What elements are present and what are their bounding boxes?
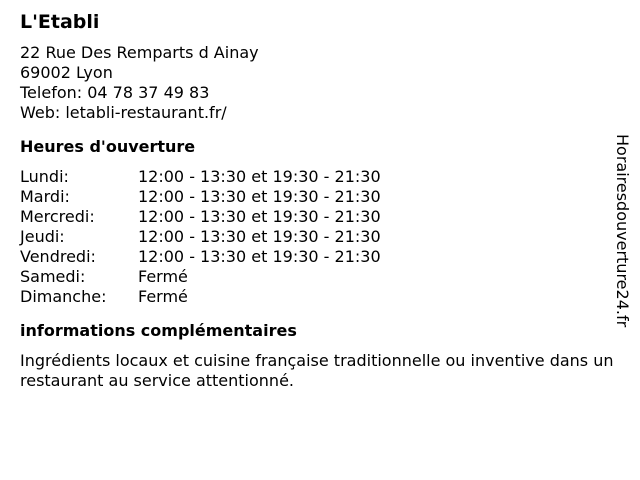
business-card — [20, 10, 616, 391]
day-hours: 12:00 - 13:30 et 19:30 - 21:30 — [138, 207, 381, 226]
day-label: Mardi: — [20, 187, 70, 206]
hours-heading: Heures d'ouverture — [20, 137, 196, 156]
day-label: Vendredi: — [20, 247, 96, 266]
day-hours: 12:00 - 13:30 et 19:30 - 21:30 — [138, 167, 381, 186]
day-hours: 12:00 - 13:30 et 19:30 - 21:30 — [138, 187, 381, 206]
day-label: Samedi: — [20, 267, 86, 286]
hours-row-dimanche — [20, 287, 616, 307]
business-name: L'Etabli — [20, 11, 100, 33]
address-city: 69002 Lyon — [20, 63, 113, 82]
day-hours: Fermé — [138, 267, 188, 286]
address-street: 22 Rue Des Remparts d Ainay — [20, 43, 259, 62]
hours-row-mardi — [20, 187, 616, 207]
day-label: Jeudi: — [20, 227, 65, 246]
hours-table — [20, 167, 616, 307]
phone-line: Telefon: 04 78 37 49 83 — [20, 83, 210, 102]
day-hours: 12:00 - 13:30 et 19:30 - 21:30 — [138, 247, 381, 266]
day-hours: Fermé — [138, 287, 188, 306]
site-watermark: Horairesdouverture24.fr — [613, 134, 632, 328]
hours-row-mercredi — [20, 207, 616, 227]
info-description: Ingrédients locaux et cuisine française traditionnelle ou inventive dans un restaurant au service attentionné. — [20, 351, 614, 390]
day-label: Mercredi: — [20, 207, 95, 226]
day-label: Dimanche: — [20, 287, 107, 306]
hours-row-vendredi — [20, 247, 616, 267]
web-line: Web: letabli-restaurant.fr/ — [20, 103, 227, 122]
info-heading: informations complémentaires — [20, 321, 297, 340]
hours-row-samedi — [20, 267, 616, 287]
hours-row-jeudi — [20, 227, 616, 247]
hours-row-lundi — [20, 167, 616, 187]
day-hours: 12:00 - 13:30 et 19:30 - 21:30 — [138, 227, 381, 246]
day-label: Lundi: — [20, 167, 69, 186]
